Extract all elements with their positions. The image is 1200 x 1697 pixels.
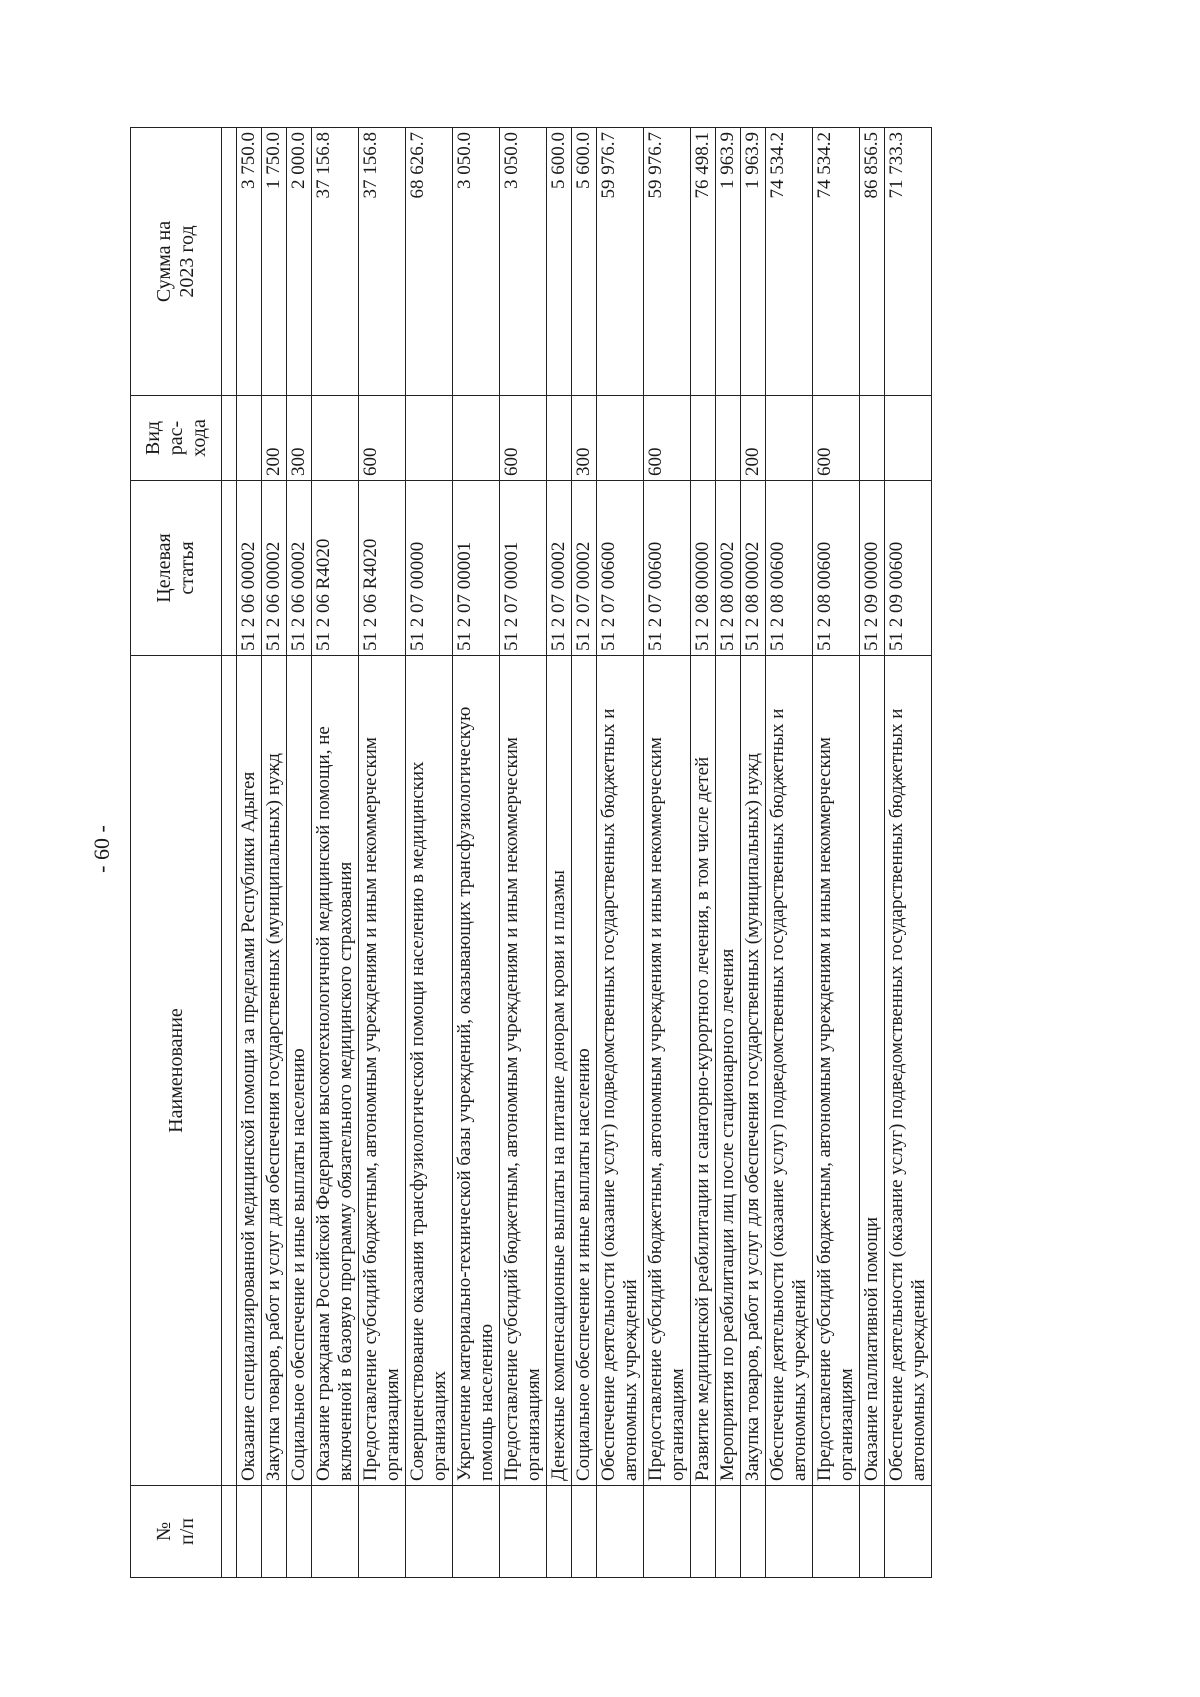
cell-sum: 1 963.9	[741, 128, 766, 396]
cell-name: Обеспечение деятельности (оказание услуг) подведомственных государственных бюджетных и автономных учреждений	[766, 656, 813, 1486]
rotated-table-container	[130, 128, 1052, 1578]
cell-sum: 1 750.0	[262, 128, 287, 396]
cell-code: 51 2 07 00001	[453, 481, 500, 656]
cell-kind: 200	[741, 396, 766, 481]
cell-sum: 2 000.0	[287, 128, 312, 396]
cell-sum: 3 050.0	[453, 128, 500, 396]
cell-sum: 76 498.1	[691, 128, 716, 396]
table-row	[222, 128, 237, 1578]
cell-num	[885, 1486, 932, 1578]
cell-name: Социальное обеспечение и иные выплаты населению	[287, 656, 312, 1486]
cell-kind	[312, 396, 359, 481]
cell-sum: 59 976.7	[644, 128, 691, 396]
header-num: № п/п	[131, 1486, 222, 1578]
cell-code: 51 2 07 00002	[547, 481, 572, 656]
cell-name: Предоставление субсидий бюджетным, автономным учреждениям и иным некоммерческим организациям	[359, 656, 406, 1486]
cell-name: Обеспечение деятельности (оказание услуг) подведомственных государственных бюджетных и автономных учреждений	[885, 656, 932, 1486]
cell-num	[572, 1486, 597, 1578]
cell-sum	[222, 128, 237, 396]
header-name: Наименование	[131, 656, 222, 1486]
cell-num	[262, 1486, 287, 1578]
table-row	[885, 128, 932, 1578]
cell-kind: 200	[262, 396, 287, 481]
header-sum: Сумма на 2023 год	[131, 128, 222, 396]
table-row	[716, 128, 741, 1578]
cell-code: 51 2 08 00600	[766, 481, 813, 656]
table-row	[237, 128, 262, 1578]
cell-name: Укрепление материально-технической базы учреждений, оказывающих трансфузиологическую помощь населению	[453, 656, 500, 1486]
cell-code: 51 2 08 00002	[741, 481, 766, 656]
cell-num	[691, 1486, 716, 1578]
table-row	[741, 128, 766, 1578]
cell-kind	[860, 396, 885, 481]
cell-name: Закупка товаров, работ и услуг для обеспечения государственных (муниципальных) нужд	[262, 656, 287, 1486]
cell-sum: 3 050.0	[500, 128, 547, 396]
cell-code: 51 2 07 00600	[597, 481, 644, 656]
cell-kind	[406, 396, 453, 481]
cell-num	[312, 1486, 359, 1578]
table-row	[406, 128, 453, 1578]
table-row	[359, 128, 406, 1578]
cell-sum: 74 534.2	[766, 128, 813, 396]
table-row	[572, 128, 597, 1578]
table-row	[500, 128, 547, 1578]
cell-code: 51 2 06 00002	[237, 481, 262, 656]
cell-num	[359, 1486, 406, 1578]
cell-num	[716, 1486, 741, 1578]
cell-kind	[222, 396, 237, 481]
cell-num	[406, 1486, 453, 1578]
cell-num	[813, 1486, 860, 1578]
budget-table	[130, 127, 932, 1578]
cell-num	[644, 1486, 691, 1578]
cell-kind	[766, 396, 813, 481]
cell-sum: 3 750.0	[237, 128, 262, 396]
cell-kind	[237, 396, 262, 481]
table-row	[766, 128, 813, 1578]
cell-name: Развитие медицинской реабилитации и санаторно-курортного лечения, в том числе детей	[691, 656, 716, 1486]
cell-kind	[597, 396, 644, 481]
table-row	[597, 128, 644, 1578]
cell-name: Оказание специализированной медицинской помощи за пределами Республики Адыгея	[237, 656, 262, 1486]
cell-name: Предоставление субсидий бюджетным, автономным учреждениям и иным некоммерческим организациям	[644, 656, 691, 1486]
cell-name: Мероприятия по реабилитации лиц после стационарного лечения	[716, 656, 741, 1486]
cell-num	[547, 1486, 572, 1578]
cell-sum: 71 733.3	[885, 128, 932, 396]
header-kind: Вид рас- хода	[131, 396, 222, 481]
cell-kind: 600	[500, 396, 547, 481]
cell-name: Предоставление субсидий бюджетным, автономным учреждениям и иным некоммерческим организациям	[500, 656, 547, 1486]
cell-num	[222, 1486, 237, 1578]
cell-kind	[885, 396, 932, 481]
table-row	[312, 128, 359, 1578]
cell-kind: 600	[644, 396, 691, 481]
cell-num	[453, 1486, 500, 1578]
header-code: Целевая статья	[131, 481, 222, 656]
cell-kind: 300	[572, 396, 597, 481]
cell-name: Денежные компенсационные выплаты на питание донорам крови и плазмы	[547, 656, 572, 1486]
cell-code: 51 2 07 00002	[572, 481, 597, 656]
cell-sum: 5 600.0	[572, 128, 597, 396]
cell-num	[237, 1486, 262, 1578]
cell-num	[597, 1486, 644, 1578]
table-row	[547, 128, 572, 1578]
cell-sum: 37 156.8	[312, 128, 359, 396]
table-row	[644, 128, 691, 1578]
cell-num	[766, 1486, 813, 1578]
cell-name: Предоставление субсидий бюджетным, автономным учреждениям и иным некоммерческим организациям	[813, 656, 860, 1486]
cell-name: Социальное обеспечение и иные выплаты населению	[572, 656, 597, 1486]
cell-code: 51 2 08 00002	[716, 481, 741, 656]
cell-code: 51 2 09 00000	[860, 481, 885, 656]
cell-kind	[691, 396, 716, 481]
cell-code: 51 2 08 00600	[813, 481, 860, 656]
cell-code	[222, 481, 237, 656]
cell-code: 51 2 07 00001	[500, 481, 547, 656]
cell-name	[222, 656, 237, 1486]
cell-num	[287, 1486, 312, 1578]
cell-name: Оказание гражданам Российской Федерации высокотехнологичной медицинской помощи, не включенной в базовую программу обязательного медицинского страхования	[312, 656, 359, 1486]
table-row	[813, 128, 860, 1578]
cell-num	[860, 1486, 885, 1578]
cell-code: 51 2 08 00000	[691, 481, 716, 656]
table-row	[262, 128, 287, 1578]
cell-sum: 74 534.2	[813, 128, 860, 396]
cell-kind: 300	[287, 396, 312, 481]
cell-num	[500, 1486, 547, 1578]
cell-sum: 37 156.8	[359, 128, 406, 396]
table-row	[860, 128, 885, 1578]
cell-code: 51 2 06 R4020	[359, 481, 406, 656]
cell-name: Совершенствование оказания трансфузиологической помощи населению в медицинских организациях	[406, 656, 453, 1486]
cell-sum: 1 963.9	[716, 128, 741, 396]
cell-name: Обеспечение деятельности (оказание услуг) подведомственных государственных бюджетных и автономных учреждений	[597, 656, 644, 1486]
table-body	[222, 128, 932, 1578]
cell-code: 51 2 07 00000	[406, 481, 453, 656]
table-row	[453, 128, 500, 1578]
cell-code: 51 2 06 R4020	[312, 481, 359, 656]
cell-kind	[716, 396, 741, 481]
cell-name: Закупка товаров, работ и услуг для обеспечения государственных (муниципальных) нужд	[741, 656, 766, 1486]
cell-kind: 600	[359, 396, 406, 481]
cell-kind: 600	[813, 396, 860, 481]
cell-name: Оказание паллиативной помощи	[860, 656, 885, 1486]
cell-sum: 68 626.7	[406, 128, 453, 396]
table-header-row	[131, 128, 222, 1578]
table-row	[287, 128, 312, 1578]
cell-sum: 5 600.0	[547, 128, 572, 396]
cell-code: 51 2 06 00002	[262, 481, 287, 656]
cell-code: 51 2 07 00600	[644, 481, 691, 656]
cell-num	[741, 1486, 766, 1578]
table-row	[691, 128, 716, 1578]
cell-sum: 59 976.7	[597, 128, 644, 396]
page-number: - 60 -	[89, 825, 114, 873]
cell-kind	[453, 396, 500, 481]
cell-kind	[547, 396, 572, 481]
cell-code: 51 2 06 00002	[287, 481, 312, 656]
cell-code: 51 2 09 00600	[885, 481, 932, 656]
cell-sum: 86 856.5	[860, 128, 885, 396]
